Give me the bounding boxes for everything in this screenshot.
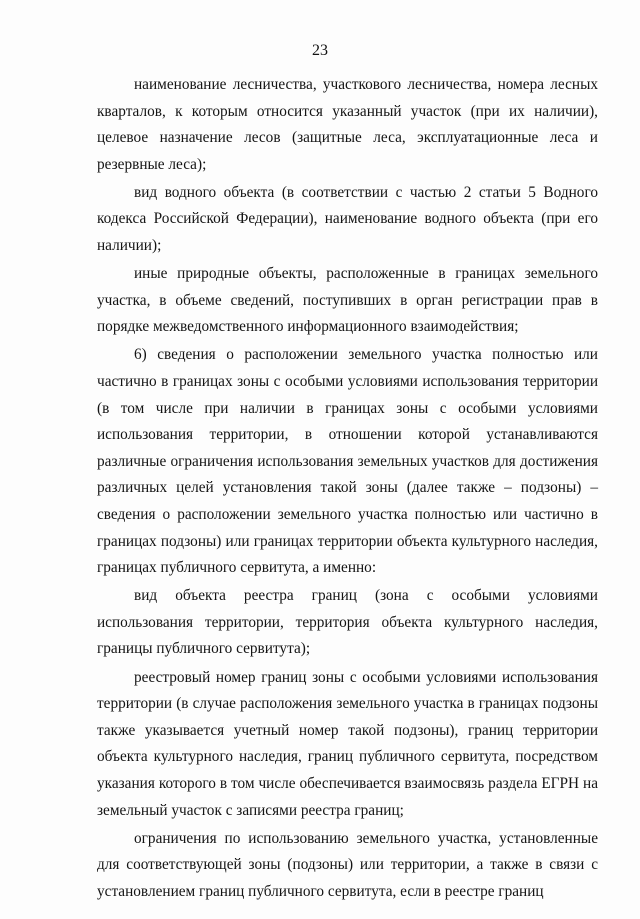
paragraph-forestry: наименование лесничества, участкового лесничества, номера лесных кварталов, к которым относится указанный участок (при их наличии), целевое назначение лесов (защитные леса, эксплуатационные леса и резервные леса); — [97, 76, 598, 173]
paragraph-registry-number: реестровый номер границ зоны с особыми условиями использования территории (в случае расположения земельного участка в границах подзоны также указывается учетный номер такой подзоны), границ территории объекта культурного наследия, границ публичного сервитута, посредством указания которого в том числе обеспечивается взаимосвязь раздела ЕГРН на земельный участок с записями реестра границ; — [97, 668, 598, 819]
document-body — [97, 72, 598, 907]
paragraph-zone-info: 6) сведения о расположении земельного участка полностью или частично в границах зоны с особыми условиями использования территории (в том числе при наличии в границах зоны с особыми условиями использования территории, в отношении которой устанавливаются различные ограничения использования земельных участков для достижения различных целей установления такой зоны (далее также – подзоны) – сведения о расположении земельного участка полностью или частично в границах подзоны) или границах территории объекта культурного наследия, границах публичного сервитута, а именно: — [97, 346, 598, 577]
page-number: 23 — [312, 42, 328, 59]
paragraph-restrictions: ограничения по использованию земельного участка, установленные для соответствующей зоны (подзоны) или территории, а также в связи с установлением границ публичного сервитута, если в реестре границ — [97, 829, 598, 900]
paragraph-registry-object-type: вид объекта реестра границ (зона с особыми условиями использования территории, территория объекта культурного наследия, границы публичного сервитута); — [97, 587, 598, 658]
paragraph-natural-objects: иные природные объекты, расположенные в границах земельного участка, в объеме сведений, поступивших в орган регистрации прав в порядке межведомственного информационного взаимодействия; — [97, 265, 598, 336]
paragraph-water-object: вид водного объекта (в соответствии с частью 2 статьи 5 Водного кодекса Российской Федерации), наименование водного объекта (при его наличии); — [97, 183, 598, 255]
